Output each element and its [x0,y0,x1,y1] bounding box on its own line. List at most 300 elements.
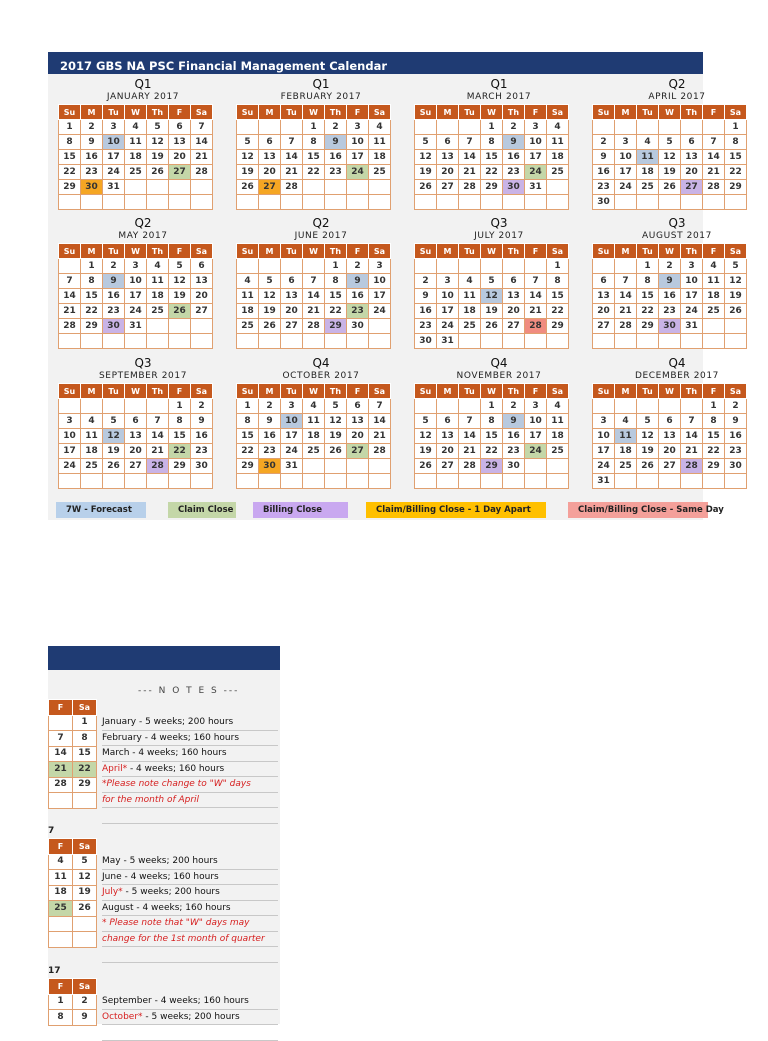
day-cell: 28 [303,319,325,334]
day-cell [415,195,437,210]
note-highlight: July* [102,887,123,897]
day-cell [681,334,703,349]
day-cell: 27 [681,180,703,195]
weekday-header: Tu [281,384,303,399]
day-cell: 8 [169,414,191,429]
day-cell [147,195,169,210]
day-cell: 10 [59,429,81,444]
day-cell [703,195,725,210]
weekday-header: W [303,244,325,259]
day-cell: 31 [681,319,703,334]
day-cell: 17 [525,150,547,165]
day-cell [59,259,81,274]
note-line: July* - 5 weeks; 200 hours [102,885,278,901]
weekday-header: W [481,384,503,399]
day-cell: 16 [659,289,681,304]
weekday-header: Th [325,105,347,120]
day-cell: 1 [169,399,191,414]
day-cell: 13 [259,150,281,165]
day-cell: 30 [593,195,615,210]
day-cell [659,195,681,210]
day-cell: 15 [637,289,659,304]
legend-item: 7W - Forecast [56,502,146,518]
day-cell: 23 [593,180,615,195]
day-cell [525,474,547,489]
day-cell [593,399,615,414]
day-cell [59,195,81,210]
day-cell: 9 [325,135,347,150]
day-cell: 19 [147,150,169,165]
day-cell: 24 [103,165,125,180]
day-cell: 11 [81,429,103,444]
day-cell: 16 [593,165,615,180]
day-cell: 27 [259,180,281,195]
day-cell [593,334,615,349]
day-cell: 4 [703,259,725,274]
day-cell [237,120,259,135]
day-cell: 15 [73,746,97,762]
day-cell: 10 [281,414,303,429]
quarter-label: Q2 [312,216,330,230]
day-cell [325,334,347,349]
day-cell: 3 [369,259,391,274]
day-cell: 25 [237,319,259,334]
day-cell: 13 [659,429,681,444]
day-cell: 18 [637,165,659,180]
day-cell: 2 [725,399,747,414]
note-line-blank [102,808,278,824]
day-cell [125,334,147,349]
day-cell: 4 [637,135,659,150]
day-cell: 6 [259,135,281,150]
day-cell: 31 [525,180,547,195]
day-cell: 3 [593,414,615,429]
day-cell: 26 [637,459,659,474]
day-cell: 6 [125,414,147,429]
day-cell: 13 [593,289,615,304]
day-cell [147,474,169,489]
month-grid [414,383,569,489]
day-cell: 27 [437,459,459,474]
day-cell: 2 [503,120,525,135]
weekday-header: F [525,384,547,399]
day-cell [615,399,637,414]
day-cell: 11 [49,870,73,886]
day-cell: 12 [725,274,747,289]
day-cell: 21 [459,165,481,180]
day-cell [347,195,369,210]
day-cell [169,474,191,489]
day-cell: 24 [347,165,369,180]
note-line: September - 4 weeks; 160 hours [102,994,278,1010]
day-cell: 26 [415,459,437,474]
day-cell [725,334,747,349]
quarter-label: Q1 [490,77,508,91]
day-cell: 7 [191,120,213,135]
day-cell: 27 [191,304,213,319]
weekday-header: Su [415,105,437,120]
day-cell: 15 [325,289,347,304]
day-cell: 18 [459,304,481,319]
day-cell [437,474,459,489]
day-cell: 12 [237,150,259,165]
day-cell: 31 [125,319,147,334]
day-cell: 23 [259,444,281,459]
day-cell: 25 [369,165,391,180]
day-cell: 2 [259,399,281,414]
day-cell: 26 [325,444,347,459]
day-cell: 25 [615,459,637,474]
day-cell: 2 [593,135,615,150]
day-cell: 26 [103,459,125,474]
day-cell [637,120,659,135]
day-cell: 12 [415,150,437,165]
weekday-header: F [525,244,547,259]
weekday-header: F [169,384,191,399]
weekday-header: Sa [547,244,569,259]
day-cell: 7 [459,414,481,429]
weekday-header: Tu [103,384,125,399]
day-cell: 14 [615,289,637,304]
day-cell: 14 [703,150,725,165]
quarter-label: Q2 [134,216,152,230]
day-cell: 7 [681,414,703,429]
day-cell: 4 [81,414,103,429]
day-cell [637,474,659,489]
day-cell: 12 [481,289,503,304]
day-cell: 5 [725,259,747,274]
day-cell: 21 [147,444,169,459]
day-cell [325,195,347,210]
month-name: JANUARY 2017 [106,92,180,102]
day-cell: 18 [125,150,147,165]
note-line: October* - 5 weeks; 200 hours [102,1010,278,1026]
day-cell: 9 [81,135,103,150]
day-cell: 22 [73,762,97,778]
day-cell: 18 [547,429,569,444]
day-cell: 1 [481,120,503,135]
day-cell: 4 [547,399,569,414]
note-line: March - 4 weeks; 160 hours [102,746,278,762]
weekday-header: W [481,105,503,120]
day-cell [125,180,147,195]
day-cell: 16 [503,150,525,165]
weekday-header: F [703,244,725,259]
weekday-header: M [81,384,103,399]
day-cell [237,474,259,489]
day-cell: 22 [81,304,103,319]
day-cell: 22 [169,444,191,459]
day-cell: 11 [703,274,725,289]
weekday-header: Sa [369,244,391,259]
day-cell: 5 [481,274,503,289]
day-cell: 20 [281,304,303,319]
note-line: for the month of April [102,793,278,809]
day-cell [659,474,681,489]
day-cell [547,334,569,349]
day-cell [415,120,437,135]
day-cell [593,259,615,274]
day-cell: 26 [659,180,681,195]
day-cell [73,932,97,948]
day-cell: 1 [237,399,259,414]
day-cell: 9 [725,414,747,429]
day-cell: 11 [125,135,147,150]
weekday-header: Th [147,244,169,259]
weekday-header: Tu [103,244,125,259]
weekday-header: W [125,384,147,399]
day-cell [703,334,725,349]
day-cell: 28 [191,165,213,180]
day-cell [547,474,569,489]
legend-item: Claim/Billing Close - Same Day [568,502,708,518]
day-cell: 27 [503,319,525,334]
day-cell [347,180,369,195]
day-cell: 21 [681,444,703,459]
day-cell [303,334,325,349]
day-cell: 17 [281,429,303,444]
day-cell: 3 [681,259,703,274]
day-cell [81,399,103,414]
month-name: SEPTEMBER 2017 [98,371,188,381]
day-cell: 22 [481,444,503,459]
quarter-label: Q1 [312,77,330,91]
weekday-header: Sa [725,105,747,120]
day-cell: 17 [593,444,615,459]
day-cell: 21 [303,304,325,319]
day-cell: 15 [81,289,103,304]
day-cell: 16 [81,150,103,165]
day-cell: 2 [191,399,213,414]
day-cell: 9 [415,289,437,304]
weekday-header: Sa [725,384,747,399]
day-cell: 26 [481,319,503,334]
month-name: AUGUST 2017 [642,231,712,241]
day-cell: 12 [415,429,437,444]
month-grid [236,243,391,349]
day-cell: 1 [49,994,73,1010]
weekday-header: F [49,979,73,995]
weekday-header: M [259,244,281,259]
day-cell: 12 [73,870,97,886]
weekday-header: W [303,105,325,120]
partial-month-grid [48,699,97,809]
day-cell [237,334,259,349]
day-cell: 17 [681,289,703,304]
day-cell: 10 [525,135,547,150]
day-cell: 29 [169,459,191,474]
day-cell: 7 [147,414,169,429]
day-cell: 18 [49,885,73,901]
day-cell: 22 [325,304,347,319]
day-cell: 25 [459,319,481,334]
day-cell [59,334,81,349]
day-cell: 7 [525,274,547,289]
day-cell: 16 [347,289,369,304]
day-cell: 17 [125,289,147,304]
day-cell: 10 [125,274,147,289]
weekday-header: Su [415,384,437,399]
day-cell: 25 [147,304,169,319]
day-cell [49,932,73,948]
month-grid [414,243,569,349]
day-cell [725,474,747,489]
day-cell: 6 [681,135,703,150]
day-cell [303,259,325,274]
day-cell: 4 [147,259,169,274]
day-cell: 11 [547,414,569,429]
weekday-header: W [125,244,147,259]
month-grid [58,104,213,210]
day-cell: 2 [73,994,97,1010]
day-cell [659,334,681,349]
legend-item: Claim/Billing Close - 1 Day Apart [366,502,546,518]
weekday-header: Su [593,105,615,120]
month-grid [592,383,747,489]
day-cell: 7 [303,274,325,289]
weekday-header: Sa [547,384,569,399]
weekday-header: Su [237,105,259,120]
weekday-header: Tu [459,244,481,259]
day-cell: 29 [481,459,503,474]
day-cell [681,120,703,135]
day-cell: 21 [281,165,303,180]
day-cell: 18 [369,150,391,165]
day-cell: 8 [237,414,259,429]
day-cell: 30 [415,334,437,349]
day-cell: 9 [259,414,281,429]
day-cell [147,334,169,349]
day-cell: 26 [725,304,747,319]
day-cell [59,399,81,414]
day-cell [147,180,169,195]
day-cell: 19 [481,304,503,319]
day-cell: 14 [303,289,325,304]
quarter-label: Q2 [668,77,686,91]
weekday-header: Th [681,105,703,120]
day-cell: 27 [169,165,191,180]
day-cell [547,180,569,195]
day-cell: 13 [347,414,369,429]
weekday-header: Th [681,244,703,259]
day-cell: 31 [593,474,615,489]
day-cell: 3 [281,399,303,414]
weekday-header: Su [593,384,615,399]
day-cell: 5 [415,414,437,429]
day-cell: 11 [459,289,481,304]
day-cell: 8 [59,135,81,150]
day-cell: 5 [415,135,437,150]
day-cell: 6 [437,135,459,150]
day-cell [303,459,325,474]
note-line: April* - 4 weeks; 160 hours [102,762,278,778]
weekday-header: Sa [369,384,391,399]
day-cell [725,319,747,334]
weekday-header: Sa [73,839,97,855]
day-cell: 6 [593,274,615,289]
day-cell: 30 [259,459,281,474]
weekday-header: W [659,105,681,120]
month-grid [58,243,213,349]
weekday-header: F [347,105,369,120]
day-cell: 20 [437,165,459,180]
day-cell: 14 [281,150,303,165]
weekday-header: M [437,244,459,259]
note-line: August - 4 weeks; 160 hours [102,901,278,917]
day-cell: 12 [147,135,169,150]
day-cell: 1 [703,399,725,414]
day-cell [459,120,481,135]
day-cell: 26 [169,304,191,319]
note-line: *Please note change to "W" days [102,777,278,793]
day-cell: 1 [73,715,97,731]
notes-title: --- N O T E S --- [138,686,240,696]
day-cell [191,319,213,334]
day-cell: 2 [503,399,525,414]
weekday-header: Sa [191,244,213,259]
day-cell [481,195,503,210]
day-cell: 4 [125,120,147,135]
day-cell: 7 [703,135,725,150]
day-cell: 28 [49,777,73,793]
day-cell: 23 [81,165,103,180]
weekday-header: M [259,105,281,120]
day-cell [703,120,725,135]
day-cell: 30 [659,319,681,334]
day-cell: 8 [325,274,347,289]
month-name: NOVEMBER 2017 [456,371,542,381]
day-cell [237,195,259,210]
weekday-header: M [615,384,637,399]
note-line-blank [102,947,278,963]
day-cell: 30 [347,319,369,334]
day-cell [347,474,369,489]
day-cell: 14 [369,414,391,429]
day-cell: 28 [615,319,637,334]
day-cell: 28 [459,459,481,474]
month-name: JULY 2017 [474,231,524,241]
day-cell [481,259,503,274]
day-cell [503,334,525,349]
day-cell [73,916,97,932]
day-cell [281,474,303,489]
day-cell: 29 [703,459,725,474]
day-cell [703,474,725,489]
day-cell: 24 [369,304,391,319]
weekday-header: M [437,105,459,120]
day-cell [437,259,459,274]
day-cell [169,180,191,195]
day-cell: 5 [103,414,125,429]
day-cell [259,120,281,135]
day-cell: 30 [103,319,125,334]
day-cell: 18 [147,289,169,304]
weekday-header: F [525,105,547,120]
month-grid [414,104,569,210]
day-cell [481,474,503,489]
day-cell [125,195,147,210]
weekday-header: Sa [191,384,213,399]
day-cell [325,459,347,474]
day-cell [259,334,281,349]
day-cell: 18 [303,429,325,444]
day-cell [525,195,547,210]
day-cell: 4 [369,120,391,135]
day-cell [281,259,303,274]
weekday-header: F [703,384,725,399]
weekday-header: Tu [281,244,303,259]
day-cell: 23 [325,165,347,180]
